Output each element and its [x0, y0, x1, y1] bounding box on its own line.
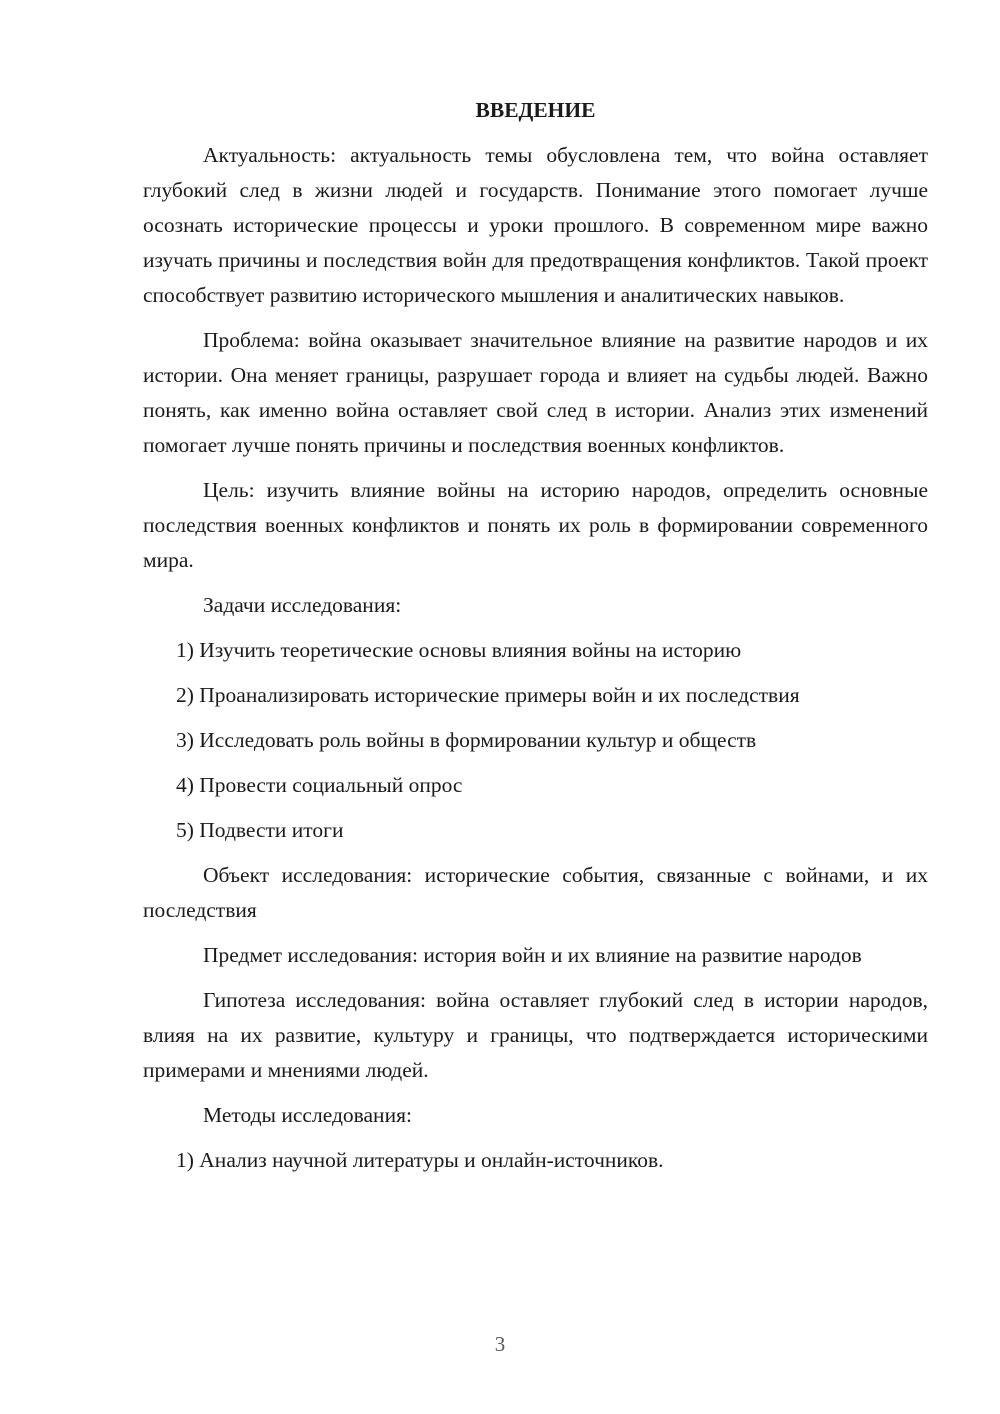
- hypothesis-paragraph: Гипотеза исследования: война оставляет глубокий след в истории народов, влияя на их развитие, культуру и границы, что подтверждается историческими примерами и мнениями людей.: [143, 988, 928, 1082]
- page-number: 3: [494, 1332, 506, 1356]
- list-item: 2) Проанализировать исторические примеры войн и их последствия: [176, 683, 800, 707]
- subject-paragraph: Предмет исследования: история войн и их влияние на развитие народов: [203, 943, 862, 967]
- list-item: 4) Провести социальный опрос: [176, 773, 463, 797]
- list-item: 5) Подвести итоги: [176, 818, 344, 842]
- relevance-paragraph: Актуальность: актуальность темы обусловлена тем, что война оставляет глубокий след в жизни людей и государств. Понимание этого помогает лучше осознать исторические процессы и уроки прошлого. В современном мире важно изучать причины и последствия войн для предотвращения конфликтов. Такой проект способствует развитию исторического мышления и аналитических навыков.: [143, 143, 928, 307]
- list-item: 1) Анализ научной литературы и онлайн-источников.: [176, 1148, 664, 1172]
- problem-paragraph: Проблема: война оказывает значительное влияние на развитие народов и их истории. Она меняет границы, разрушает города и влияет на судьбы людей. Важно понять, как именно война оставляет свой след в истории. Анализ этих изменений помогает лучше понять причины и последствия военных конфликтов.: [143, 328, 928, 457]
- methods-title: Методы исследования:: [203, 1103, 412, 1127]
- methods-list: [143, 1143, 928, 1178]
- tasks-list: [143, 633, 928, 848]
- list-item: 1) Изучить теоретические основы влияния войны на историю: [176, 638, 742, 662]
- tasks-title: Задачи исследования:: [203, 593, 402, 617]
- page-content: [143, 94, 928, 1188]
- section-heading: ВВЕДЕНИЕ: [475, 98, 596, 122]
- goal-paragraph: Цель: изучить влияние войны на историю народов, определить основные последствия военных конфликтов и понять их роль в формировании современного мира.: [143, 478, 928, 572]
- list-item: 3) Исследовать роль войны в формировании культур и обществ: [176, 728, 757, 752]
- object-paragraph: Объект исследования: исторические события, связанные с войнами, и их последствия: [143, 863, 928, 922]
